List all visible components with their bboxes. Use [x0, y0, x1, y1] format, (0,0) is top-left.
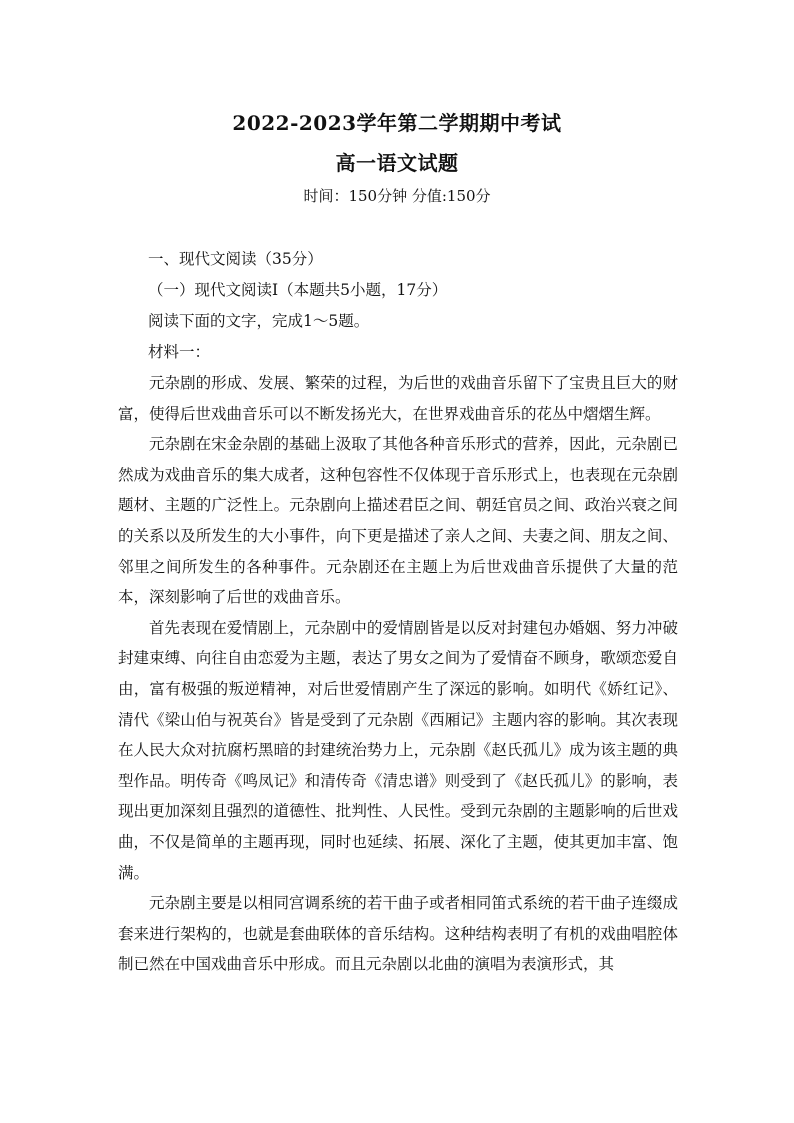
exam-time-score: 时间：150分钟 分值:150分: [303, 187, 491, 205]
paragraph-1: 元杂剧的形成、发展、繁荣的过程，为后世的戏曲音乐留下了宝贵且巨大的财富，使得后世戏曲音乐可以不断发扬光大，在世界戏曲音乐的花丛中熠熠生辉。: [118, 374, 678, 423]
paragraph-2: 元杂剧在宋金杂剧的基础上汲取了其他各种音乐形式的营养，因此，元杂剧已然成为戏曲音乐的集大成者，这种包容性不仅体现于音乐形式上，也表现在元杂剧题材、主题的广泛性上。元杂剧向上描述君臣之间、朝廷官员之间、政治兴衰之间的关系以及所发生的大小事件，向下更是描述了亲人之间、夫妻之间、朋友之间、邻里之间所发生的各种事件。元杂剧还在主题上为后世戏曲音乐提供了大量的范本，深刻影响了后世的戏曲音乐。: [118, 435, 678, 607]
section-subheading: （一）现代文阅读Ⅰ（本题共5小题，17分）: [148, 281, 448, 299]
exam-title: 2022-2023学年第二学期期中考试: [232, 111, 562, 135]
material-label: 材料一：: [148, 343, 211, 361]
paragraph-3: 首先表现在爱情剧上，元杂剧中的爱情剧皆是以反对封建包办婚姻、努力冲破封建束缚、向往自由恋爱为主题，表达了男女之间为了爱情奋不顾身，歌颂恋爱自由，富有极强的叛逆精神，对后世爱情剧产生了深远的影响。如明代《娇红记》、清代《梁山伯与祝英台》皆是受到了元杂剧《西厢记》主题内容的影响。其次表现在人民大众对抗腐朽黑暗的封建统治势力上，元杂剧《赵氏孤儿》成为该主题的典型作品。明传奇《鸣凤记》和清传奇《清忠谱》则受到了《赵氏孤儿》的影响，表现出更加深刻且强烈的道德性、批判性、人民性。受到元杂剧的主题影响的后世戏曲，不仅是简单的主题再现，同时也延续、拓展、深化了主题，使其更加丰富、饱满。: [118, 618, 678, 882]
section-heading: 一、现代文阅读（35分）: [148, 250, 323, 268]
instruction-text: 阅读下面的文字，完成1～5题。: [148, 312, 370, 330]
exam-subtitle: 高一语文试题: [335, 151, 459, 175]
paragraph-4: 元杂剧主要是以相同宫调系统的若干曲子或者相同笛式系统的若干曲子连缀成套来进行架构的，也就是套曲联体的音乐结构。这种结构表明了有机的戏曲唱腔体制已然在中国戏曲音乐中形成。而且元杂剧以北曲的演唱为表演形式，其: [118, 894, 678, 974]
reading-section: [118, 244, 678, 980]
